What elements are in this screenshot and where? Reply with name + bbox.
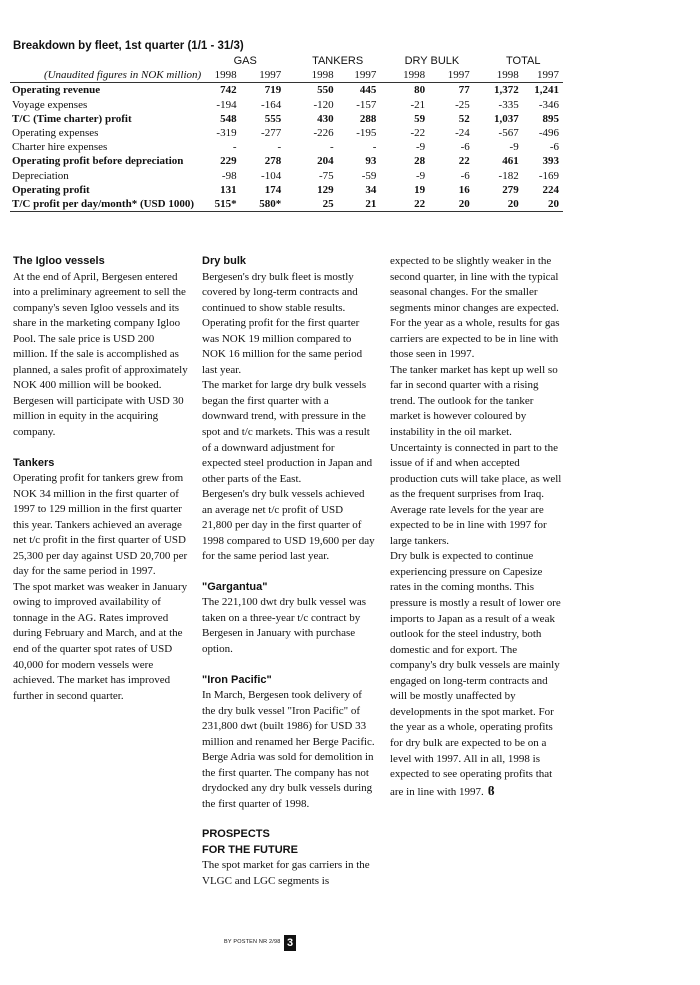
- column-2: [202, 254, 376, 890]
- table-cell: -6: [460, 141, 470, 154]
- table-row: [10, 98, 563, 112]
- table-cell: 131: [220, 183, 237, 196]
- table-row: [10, 154, 563, 168]
- table-cell: -319: [216, 127, 237, 140]
- group-tankers: TANKERS: [312, 55, 364, 67]
- paragraph: Bergesen's dry bulk vessels achieved an average net t/c profit of USD 21,800 per day in the first quarter of 1998 compared to USD 19,600 per day for the same period last year.: [202, 488, 375, 563]
- group-gas: GAS: [233, 55, 257, 67]
- table-cell: -164: [261, 98, 282, 111]
- table-cell: -6: [460, 169, 470, 182]
- table-cell: -169: [538, 169, 559, 182]
- table-title: Breakdown by fleet, 1st quarter (1/1 - 31/3): [13, 40, 244, 52]
- table-cell: 550: [317, 84, 334, 97]
- table-cell: -157: [356, 98, 377, 111]
- heading-dry-bulk: Dry bulk: [202, 255, 247, 267]
- table-row-label: (Unaudited figures in NOK million): [10, 68, 205, 83]
- table-cell: -104: [261, 169, 282, 182]
- paragraph: The tanker market has kept up well so far in second quarter with a rising trend. The outlook for the tanker market is however coloured by instability in the oil market. Uncertainty is connected in part to the issue of if and when accepted production cuts will take place, as well as the frequent surprises from Iraq. Average rate levels for the year are expected to be in line with 1997 for large tankers.: [390, 363, 562, 547]
- year-cell: 1998: [390, 68, 429, 83]
- table-cell: -335: [498, 98, 519, 111]
- table-cell: 1,037: [493, 112, 519, 125]
- table-cell: 174: [264, 183, 282, 196]
- year-cell: 1997: [523, 68, 563, 83]
- table-row-label: Operating expenses: [12, 127, 99, 140]
- table-cell: 20: [523, 197, 563, 212]
- table-row-label: Charter hire expenses: [12, 141, 108, 154]
- paragraph: In March, Bergesen took delivery of the dry bulk vessel "Iron Pacific" of 231,800 dwt (built 1986) for USD 33 million and renamed her Berge Pacific.: [202, 689, 375, 748]
- table-cell: 515*: [205, 197, 240, 212]
- group-total: TOTAL: [506, 55, 541, 67]
- table-cell: -120: [313, 98, 334, 111]
- table-cell: -25: [455, 98, 470, 111]
- table-cell: -195: [356, 127, 377, 140]
- table-cell: 25: [295, 197, 338, 212]
- year-header-row: [10, 68, 563, 83]
- heading-iron-pacific: "Iron Pacific": [202, 673, 272, 686]
- table-cell: -9: [415, 141, 426, 154]
- heading-tankers: Tankers: [13, 456, 55, 469]
- table-cell: -194: [216, 98, 237, 111]
- table-cell: 445: [359, 84, 377, 97]
- table-row: [10, 83, 563, 98]
- table-cell: -24: [455, 127, 470, 140]
- table-cell: -22: [410, 127, 426, 140]
- group-header-row: [10, 54, 563, 68]
- table-cell: 16: [458, 183, 470, 196]
- table-cell: -567: [498, 127, 519, 140]
- paragraph: Bergesen's dry bulk fleet is mostly covered by long-term contracts and continued to show stable results. Operating profit for the first quarter was NOK 19 million compared to NOK 16 million for the same period last year.: [202, 270, 363, 376]
- page-number: 3: [284, 935, 296, 951]
- table-cell: 895: [542, 112, 559, 125]
- paragraph: Operating profit for tankers grew from NOK 34 million in the first quarter of 1997 to 129 million in the first quarter this year. Tankers achieved an average net t/c profit in the first quarter of USD 25,300 per day against USD 20,700 per day for the same period in 1997.: [13, 472, 188, 578]
- table-row: [10, 126, 563, 140]
- table-cell: -496: [538, 127, 559, 140]
- table-row-label: Operating profit: [12, 183, 90, 196]
- table-cell: -182: [498, 169, 519, 182]
- table-cell: 224: [542, 183, 559, 196]
- column-3: [390, 254, 565, 800]
- group-dry-bulk: DRY BULK: [404, 55, 460, 67]
- table-cell: -59: [361, 169, 377, 182]
- paragraph: Berge Adria was sold for demolition in the first quarter. The company has not drydocked any dry bulk vessels during the first quarter of 1998.: [202, 751, 374, 810]
- table-cell: -98: [221, 169, 237, 182]
- table-cell: -277: [261, 127, 282, 140]
- table-cell: 22: [390, 197, 429, 212]
- table-cell: 461: [502, 155, 519, 168]
- table-cell: 288: [359, 112, 377, 125]
- table-cell: 93: [365, 155, 377, 168]
- heading-prospects: PROSPECTS: [202, 828, 270, 841]
- table-cell: 22: [458, 155, 470, 168]
- table-cell: 580*: [241, 197, 286, 212]
- table-cell: 34: [365, 183, 377, 196]
- table-cell: 77: [458, 84, 470, 97]
- table-cell: 278: [264, 155, 282, 168]
- table-cell: 21: [338, 197, 381, 212]
- table-cell: 1,241: [534, 84, 559, 97]
- table-cell: -: [277, 141, 282, 154]
- year-cell: 1997: [338, 68, 381, 83]
- table-row-label: Voyage expenses: [12, 98, 88, 111]
- table-cell: 1,372: [493, 84, 519, 97]
- paragraph: [390, 549, 565, 800]
- year-cell: 1997: [241, 68, 286, 83]
- table-row-label: T/C profit per day/month* (USD 1000): [10, 197, 205, 212]
- paragraph: The 221,100 dwt dry bulk vessel was taken on a three-year t/c contract by Bergesen in January with purchase option.: [202, 596, 367, 656]
- table-cell: 742: [220, 84, 237, 97]
- footer-publication: BY POSTEN NR 2/98: [224, 939, 281, 945]
- table-cell: 279: [502, 183, 519, 196]
- table-cell: 59: [414, 112, 426, 125]
- paragraph: The spot market for gas carriers in the VLGC and LGC segments is: [202, 859, 370, 887]
- table-cell: 430: [317, 112, 334, 125]
- table-cell: 129: [317, 183, 334, 196]
- heading-prospects-sub: FOR THE FUTURE: [202, 843, 298, 856]
- end-mark-icon: ϐ: [487, 782, 495, 798]
- table-cell: 19: [414, 183, 426, 196]
- table-cell: 548: [220, 112, 237, 125]
- paragraph: The market for large dry bulk vessels began the first quarter with a downward trend, with pressure in the spot and t/c markets. This was a result of a downward adjustment for expected steel production in Japan and other parts of the East.: [202, 379, 373, 485]
- table-cell: 719: [264, 84, 282, 97]
- paragraph: The spot market was weaker in January owing to improved availability of tonnage in the AG. Rates improved during February and March, and at the end of the quarter spot rates of USD 40,000 for modern vessels were achieved. The market has improved further in second quarter.: [13, 580, 188, 702]
- table-row: [10, 183, 563, 197]
- paragraph: At the end of April, Bergesen entered into a preliminary agreement to sell the company's seven Igloo vessels and its share in the marketing company Igloo Pool. The sale price is USD 200 million. If the sale is accomplished as planned, a sales profit of approximately NOK 400 million will be booked. Bergesen will participate with USD 30 million in equity in the acquiring company.: [13, 270, 188, 438]
- table-cell: -: [329, 141, 334, 154]
- table-cell: 28: [414, 155, 426, 168]
- fleet-breakdown-table: [10, 54, 563, 212]
- table-row-label: Operating profit before depreciation: [12, 155, 184, 168]
- table-cell: 80: [414, 84, 426, 97]
- paragraph: expected to be slightly weaker in the second quarter, in line with the typical seasonal changes. For the smaller segments minor changes are expected. For the year as a whole, results for gas carriers are expected to be in line with those seen in 1997.: [390, 255, 560, 361]
- table-row: [10, 197, 563, 212]
- table-cell: -346: [538, 98, 559, 111]
- table-cell: 20: [483, 197, 522, 212]
- paragraph-text: Dry bulk is expected to continue experiencing pressure on Capesize rates in the coming months. This pressure is mostly a result of lower ore imports to Japan as a result of a weak outlook for the steel industry, both domestic and for export. The company's dry bulk vessels are mainly engaged on long-term contracts and will be mostly unaffected by developments in the spot market. For the year as a whole, operating profits for dry bulk are expected to be on a level with 1997. All in all, 1998 is expected to see operating profits that are in line with 1997.: [390, 550, 561, 798]
- table-cell: 229: [220, 155, 237, 168]
- table-cell: -21: [410, 98, 426, 111]
- year-cell: 1998: [483, 68, 522, 83]
- table-cell: -: [232, 141, 237, 154]
- table-cell: -: [372, 141, 377, 154]
- table-row-label: Operating revenue: [12, 84, 101, 97]
- heading-gargantua: "Gargantua": [202, 580, 268, 593]
- table-row: [10, 112, 563, 126]
- table-cell: 204: [317, 155, 334, 168]
- table-cell: -6: [549, 141, 559, 154]
- table-cell: 20: [429, 197, 474, 212]
- heading-igloo-vessels: The Igloo vessels: [13, 255, 105, 267]
- year-cell: 1997: [429, 68, 474, 83]
- table-row: [10, 169, 563, 183]
- column-1: [13, 254, 191, 704]
- table-cell: 555: [264, 112, 282, 125]
- year-cell: 1998: [205, 68, 240, 83]
- year-cell: 1998: [295, 68, 338, 83]
- table-cell: -9: [509, 141, 519, 154]
- table-cell: -9: [415, 169, 426, 182]
- table-cell: 393: [542, 155, 559, 168]
- table-cell: 52: [458, 112, 470, 125]
- table-row: [10, 140, 563, 154]
- table-cell: -226: [313, 127, 334, 140]
- table-cell: -75: [318, 169, 334, 182]
- table-row-label: T/C (Time charter) profit: [12, 112, 132, 125]
- table-row-label: Depreciation: [12, 169, 69, 182]
